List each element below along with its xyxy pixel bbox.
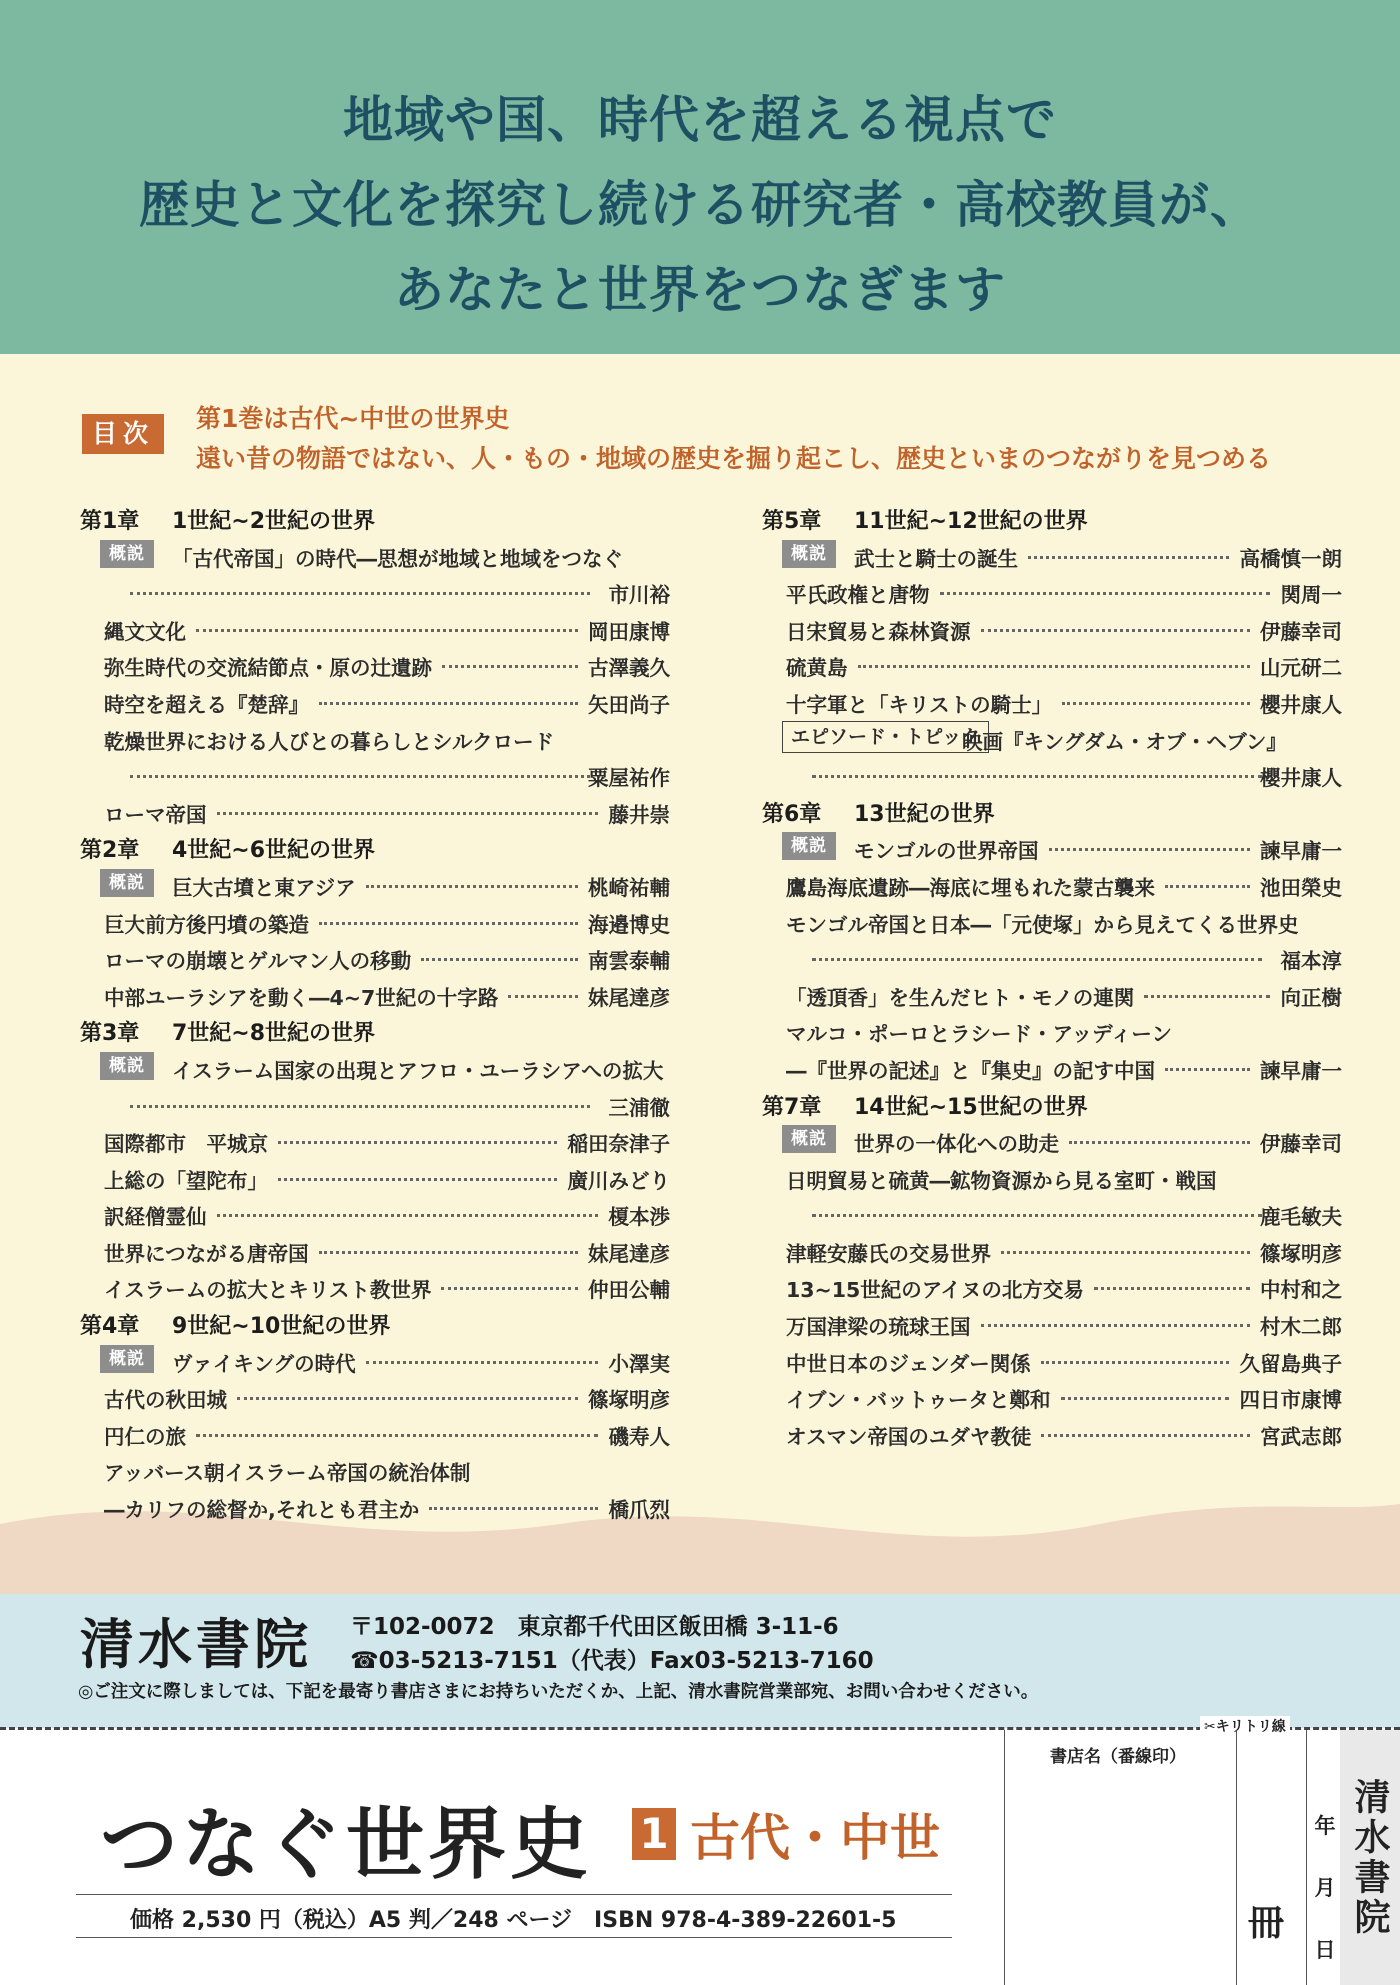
chapter-title: 1世紀~2世紀の世界	[172, 509, 376, 534]
toc-author: 小澤実	[608, 1351, 670, 1376]
toc-author: 四日市康博	[1239, 1388, 1342, 1413]
chapter-number: 第1章	[80, 509, 140, 534]
toc-item-title: 硫黄島	[786, 656, 848, 681]
toc-item-title: マルコ・ポーロとラシード・アッディーン	[786, 1022, 1173, 1047]
toc-item-title: 中部ユーラシアを動く―4~7世紀の十字路	[104, 985, 499, 1010]
chapter-heading	[80, 500, 670, 537]
leader-dots	[940, 592, 1270, 595]
overview-tag: 概説	[100, 540, 154, 568]
toc-item-title: 弥生時代の交流結節点・原の辻遺跡	[104, 656, 432, 681]
header-line-2: 歴史と文化を探究し続ける研究者・高校教員が、	[139, 175, 1261, 234]
copies-label: 冊	[1248, 1903, 1285, 1944]
toc-badge: 目次	[82, 414, 164, 454]
toc-author: 市川裕	[608, 583, 670, 608]
chapter-title: 11世紀~12世紀の世界	[854, 509, 1088, 534]
toc-author-row	[762, 756, 1342, 793]
toc-author: 妹尾達彦	[588, 1241, 670, 1266]
shop-name-label: 書店名（番線印）	[1050, 1747, 1186, 1767]
toc-item	[80, 1195, 670, 1232]
toc-author: 中村和之	[1260, 1278, 1342, 1303]
toc-item	[80, 793, 670, 830]
toc-lead-2: 遠い昔の物語ではない、人・もの・地域の歴史を掘り起こし、歴史といまのつながりを見つめる	[196, 444, 1272, 473]
toc-author: 関周一	[1280, 583, 1342, 608]
header-line-3: あなたと世界をつなぎます	[394, 260, 1006, 319]
leader-dots	[366, 885, 578, 888]
cut-line	[0, 1727, 1400, 1730]
toc-item	[80, 1451, 670, 1488]
toc-item-title: 武士と騎士の誕生	[854, 546, 1018, 571]
toc-item-title: イスラームの拡大とキリスト教世界	[104, 1278, 432, 1303]
toc-item	[762, 683, 1342, 720]
toc-item-title: モンゴルの世界帝国	[854, 839, 1039, 864]
leader-dots	[429, 1507, 598, 1510]
publisher-band	[0, 1594, 1400, 1728]
leader-dots	[981, 1324, 1250, 1327]
toc-author: 仲田公輔	[588, 1278, 670, 1303]
toc-item-title: 古代の秋田城	[104, 1388, 227, 1413]
toc-author: 磯寿人	[608, 1424, 670, 1449]
leader-dots	[858, 665, 1250, 668]
toc-item	[80, 866, 670, 903]
header-line-1: 地域や国、時代を超える視点で	[343, 90, 1057, 149]
toc-author: 鹿毛敏夫	[1260, 1205, 1342, 1230]
toc-item-title: 世界につながる唐帝国	[104, 1241, 309, 1266]
toc-item	[762, 1342, 1342, 1379]
toc-item-title: 訳経僧霊仙	[104, 1205, 207, 1230]
chapter-heading	[80, 829, 670, 866]
toc-item	[80, 720, 670, 757]
book-title: つなぐ世界史	[100, 1799, 593, 1890]
toc-author: 村木二郎	[1260, 1315, 1342, 1340]
leader-dots	[1069, 1141, 1250, 1144]
toc-author: 福本淳	[1280, 949, 1342, 974]
toc-author-row	[80, 756, 670, 793]
toc-item-title: ヴァイキングの時代	[172, 1351, 356, 1376]
toc-item-title: ローマの崩壊とゲルマン人の移動	[104, 949, 412, 974]
toc-author: 岡田康博	[588, 619, 670, 644]
chapter-number: 第7章	[762, 1094, 822, 1120]
leader-dots	[278, 1141, 557, 1144]
header-banner	[0, 0, 1400, 354]
toc-item	[80, 1488, 670, 1525]
leader-dots	[1062, 702, 1250, 705]
chapter-number: 第5章	[762, 509, 822, 534]
toc-author: 宮武志郎	[1260, 1424, 1342, 1449]
toc-author-row	[762, 1195, 1342, 1232]
leader-dots	[319, 922, 578, 925]
toc-item	[80, 1342, 670, 1379]
overview-tag: 概説	[100, 1345, 154, 1373]
slip-divider	[1306, 1730, 1307, 1985]
leader-dots	[1041, 1434, 1250, 1437]
chapter-title: 4世紀~6世紀の世界	[172, 838, 376, 864]
toc-right-column	[762, 500, 1342, 1451]
toc-author: 藤井崇	[608, 802, 670, 827]
toc-item	[80, 1378, 670, 1415]
leader-dots	[1001, 1251, 1250, 1254]
toc-item	[762, 720, 1342, 757]
toc-author: 南雲泰輔	[588, 949, 670, 974]
year-label: 年	[1314, 1814, 1336, 1838]
leader-dots	[278, 1178, 557, 1181]
toc-item-title: 円仁の旅	[104, 1424, 186, 1449]
toc-item	[80, 610, 670, 647]
price-rule-bottom	[76, 1937, 952, 1938]
leader-dots	[237, 1397, 578, 1400]
toc-item	[762, 1159, 1342, 1196]
price-line: 価格 2,530 円（税込）A5 判／248 ページ ISBN 978-4-389-22601-5	[130, 1908, 897, 1933]
leader-dots	[421, 958, 578, 961]
toc-item	[762, 610, 1342, 647]
leader-dots	[130, 592, 590, 595]
toc-author: 久留島典子	[1239, 1351, 1342, 1376]
toc-item-title: 「透頂香」を生んだヒト・モノの連関	[786, 985, 1135, 1010]
toc-item	[80, 646, 670, 683]
toc-item	[80, 1159, 670, 1196]
toc-item-title: 日宋貿易と森林資源	[786, 619, 971, 644]
day-label: 日	[1314, 1938, 1336, 1962]
toc-item	[762, 1122, 1342, 1159]
toc-author: 稲田奈津子	[567, 1132, 670, 1157]
leader-dots	[217, 812, 598, 815]
publisher-name: 清水書院	[80, 1612, 312, 1676]
leader-dots	[812, 958, 1262, 961]
leader-dots	[130, 775, 590, 778]
overview-tag: 概説	[100, 1052, 154, 1080]
chapter-heading	[80, 1012, 670, 1049]
leader-dots	[441, 1287, 578, 1290]
leader-dots	[196, 629, 578, 632]
toc-author: 榎本渉	[608, 1205, 670, 1230]
toc-item	[762, 1049, 1342, 1086]
toc-item	[762, 1378, 1342, 1415]
chapter-heading	[762, 500, 1342, 537]
overview-tag: 概説	[782, 1125, 836, 1153]
leader-dots	[1049, 848, 1250, 851]
toc-author-row	[762, 939, 1342, 976]
toc-item	[762, 537, 1342, 574]
toc-author: 桃崎祐輔	[588, 875, 670, 900]
leader-dots	[319, 1251, 578, 1254]
toc-item	[80, 1415, 670, 1452]
publisher-phone: ☎03-5213-7151（代表）Fax03-5213-7160	[350, 1648, 874, 1674]
toc-item-title: ―カリフの総督か,それとも君主か	[104, 1498, 420, 1523]
leader-dots	[812, 1214, 1262, 1217]
toc-author: 妹尾達彦	[588, 985, 670, 1010]
toc-item	[762, 1012, 1342, 1049]
price-rule-top	[76, 1894, 952, 1895]
chapter-number: 第3章	[80, 1021, 140, 1047]
leader-dots	[1165, 885, 1250, 888]
toc-item-title: 巨大前方後円墳の築造	[104, 912, 309, 937]
toc-author-row	[80, 1086, 670, 1123]
leader-dots	[1028, 556, 1229, 559]
toc-item	[762, 573, 1342, 610]
toc-item	[762, 829, 1342, 866]
episode-tag: エピソード・トピック	[782, 721, 989, 753]
overview-tag: 概説	[782, 832, 836, 860]
month-label: 月	[1314, 1876, 1336, 1900]
toc-author-row	[80, 573, 670, 610]
toc-item	[80, 537, 670, 574]
toc-item-title: イスラーム国家の出現とアフロ・ユーラシアへの拡大	[172, 1058, 664, 1083]
leader-dots	[1144, 995, 1270, 998]
toc-item-title: 巨大古墳と東アジア	[172, 875, 356, 900]
toc-item	[762, 646, 1342, 683]
leader-dots	[130, 1105, 590, 1108]
toc-item-title: モンゴル帝国と日本―「元使塚」から見えてくる世界史	[786, 912, 1299, 937]
toc-author: 櫻井康人	[1260, 692, 1342, 717]
toc-item-title: イブン・バットゥータと鄭和	[786, 1388, 1051, 1413]
toc-author: 海邉博史	[588, 912, 670, 937]
toc-author: 伊藤幸司	[1260, 1132, 1342, 1157]
toc-author: 粟屋祐作	[588, 766, 670, 791]
toc-item-title: 日明貿易と硫黄―鉱物資源から見る室町・戦国	[786, 1168, 1217, 1193]
leader-dots	[1165, 1068, 1250, 1071]
toc-item	[762, 1268, 1342, 1305]
toc-author: 向正樹	[1280, 985, 1342, 1010]
chapter-title: 14世紀~15世紀の世界	[854, 1094, 1088, 1120]
toc-author: 廣川みどり	[567, 1168, 670, 1193]
leader-dots	[812, 775, 1262, 778]
toc-item-title: ―『世界の記述』と『集史』の記す中国	[786, 1058, 1155, 1083]
chapter-number: 第2章	[80, 838, 140, 864]
toc-item-title: 鷹島海底遺跡―海底に埋もれた蒙古襲来	[786, 875, 1155, 900]
toc-item-title: 万国津梁の琉球王国	[786, 1315, 971, 1340]
volume-name: 古代・中世	[690, 1809, 940, 1867]
leader-dots	[196, 1434, 598, 1437]
toc-author: 諫早庸一	[1260, 839, 1342, 864]
toc-author: 櫻井康人	[1260, 766, 1342, 791]
leader-dots	[217, 1214, 598, 1217]
toc-author: 諫早庸一	[1260, 1058, 1342, 1083]
leader-dots	[981, 629, 1250, 632]
toc-item-title: ローマ帝国	[104, 802, 207, 827]
toc-item	[80, 939, 670, 976]
toc-item	[80, 976, 670, 1013]
toc-item	[762, 903, 1342, 940]
toc-item	[762, 976, 1342, 1013]
toc-author: 矢田尚子	[588, 692, 670, 717]
toc-item-title: 縄文文化	[104, 619, 186, 644]
leader-dots	[1094, 1287, 1250, 1290]
overview-tag: 概説	[100, 869, 154, 897]
volume-number: 1	[632, 1808, 676, 1860]
toc-item	[762, 866, 1342, 903]
leader-dots	[1041, 1361, 1229, 1364]
toc-item	[80, 1049, 670, 1086]
toc-item	[80, 683, 670, 720]
toc-author: 篠塚明彦	[1260, 1241, 1342, 1266]
toc-item-title: 世界の一体化への助走	[854, 1132, 1059, 1157]
toc-item-title: 中世日本のジェンダー関係	[786, 1351, 1031, 1376]
toc-item-title: アッバース朝イスラーム帝国の統治体制	[104, 1461, 471, 1486]
toc-author: 池田榮史	[1260, 875, 1342, 900]
order-note: ◎ご注文に際しましては、下記を最寄り書店さまにお持ちいただくか、上記、清水書院営業部宛、お問い合わせください。	[78, 1682, 1039, 1702]
leader-dots	[442, 665, 578, 668]
toc-author: 三浦徹	[608, 1095, 670, 1120]
chapter-title: 13世紀の世界	[854, 801, 995, 827]
leader-dots	[366, 1361, 598, 1364]
toc-item-title: 国際都市 平城京	[104, 1132, 268, 1157]
toc-author: 篠塚明彦	[588, 1388, 670, 1413]
toc-item	[80, 903, 670, 940]
toc-item	[762, 1232, 1342, 1269]
chapter-heading	[762, 1086, 1342, 1123]
publisher-address: 〒102-0072 東京都千代田区飯田橋 3-11-6	[350, 1614, 839, 1640]
toc-item	[80, 1122, 670, 1159]
toc-item-title: 「古代帝国」の時代―思想が地域と地域をつなぐ	[172, 546, 623, 571]
slip-divider	[1236, 1730, 1237, 1985]
toc-item-title: 乾燥世界における人びとの暮らしとシルクロード	[104, 729, 555, 754]
toc-item-title: 時空を超える『楚辞』	[104, 692, 309, 717]
toc-item	[762, 1305, 1342, 1342]
toc-author: 伊藤幸司	[1260, 619, 1342, 644]
chapter-title: 9世紀~10世紀の世界	[172, 1314, 391, 1340]
chapter-heading	[80, 1305, 670, 1342]
toc-item-title: 津軽安藤氏の交易世界	[786, 1241, 991, 1266]
toc-item-title: 上総の「望陀布」	[104, 1168, 268, 1193]
cut-label: ✂キリトリ線	[1200, 1716, 1290, 1736]
toc-item	[80, 1268, 670, 1305]
toc-item	[762, 1415, 1342, 1452]
toc-item-title: オスマン帝国のユダヤ教徒	[786, 1424, 1032, 1449]
toc-left-column	[80, 500, 670, 1525]
leader-dots	[319, 702, 578, 705]
toc-item-title: 映画『キングダム・オブ・ヘブン』	[962, 729, 1287, 754]
leader-dots	[508, 995, 578, 998]
publisher-vertical-name: 清水書院	[1340, 1730, 1400, 1985]
toc-author: 山元研二	[1260, 656, 1342, 681]
toc-author: 古澤義久	[588, 656, 670, 681]
chapter-title: 7世紀~8世紀の世界	[172, 1021, 376, 1047]
slip-divider	[1004, 1730, 1005, 1985]
chapter-heading	[762, 793, 1342, 830]
overview-tag: 概説	[782, 540, 836, 568]
toc-item-title: 十字軍と「キリストの騎士」	[786, 692, 1053, 717]
leader-dots	[1061, 1397, 1229, 1400]
toc-item-title: 平氏政権と唐物	[786, 583, 930, 608]
toc-lead-1: 第1巻は古代~中世の世界史	[196, 404, 510, 433]
toc-author: 橋爪烈	[608, 1498, 670, 1523]
chapter-number: 第4章	[80, 1314, 140, 1340]
toc-author: 高橋慎一朗	[1239, 546, 1342, 571]
chapter-number: 第6章	[762, 801, 822, 827]
toc-item	[80, 1232, 670, 1269]
toc-item-title: 13~15世紀のアイヌの北方交易	[786, 1278, 1084, 1303]
